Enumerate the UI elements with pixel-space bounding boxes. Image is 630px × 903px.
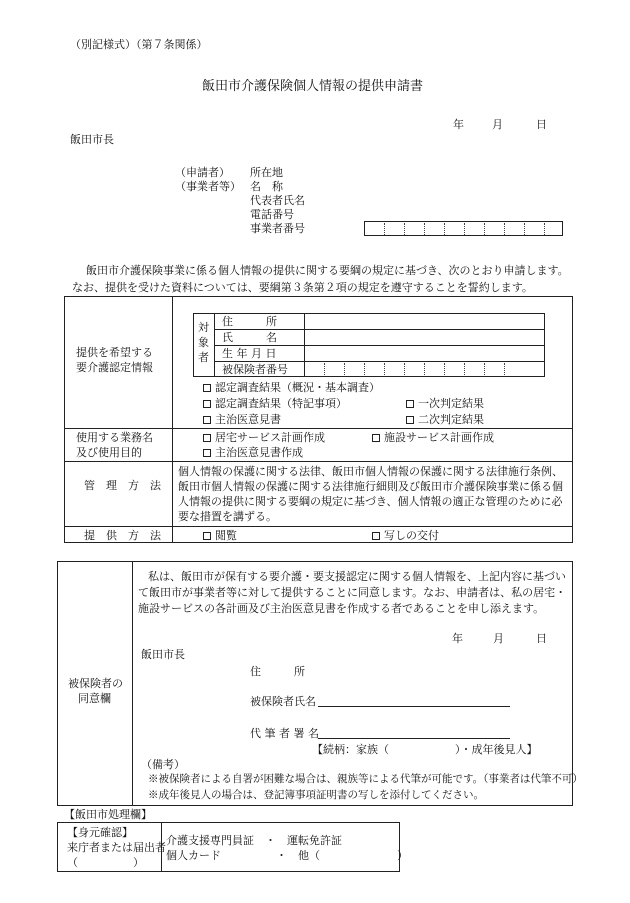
- management-line-3: 人情報の提供に関する要綱の規定に基づき、個人情報の適正な管理のために必: [178, 495, 563, 508]
- method-viewing[interactable]: 閲覧: [203, 529, 237, 542]
- consent-addressee: 飯田市長: [141, 648, 185, 661]
- purpose-label-1: 使用する業務名: [76, 431, 153, 444]
- field-phone: 電話番号: [250, 208, 294, 221]
- field-address: 所在地: [250, 166, 283, 179]
- note-2: ※成年後見人の場合は、登記簿事項証明書の写しを添付してください。: [148, 789, 484, 801]
- applicant-label: （申請者）: [175, 166, 230, 179]
- option-survey-basic[interactable]: 認定調査結果（概況・基本調査）: [203, 381, 380, 394]
- business-number-boxes[interactable]: [364, 221, 563, 236]
- subject-address-label: 住 所: [222, 315, 277, 328]
- document-title: 飯田市介護保険個人情報の提供申請書: [202, 79, 424, 94]
- note-1: ※被保険者による自署が困難な場合は、親族等による代筆が可能です。（事業者は代筆不可）: [148, 773, 583, 785]
- checkbox-icon: [372, 434, 380, 442]
- subject-label: 対象者: [198, 321, 209, 364]
- checkbox-icon: [203, 532, 211, 540]
- consent-date-month: 月: [493, 632, 504, 645]
- proxy-name-line[interactable]: [318, 738, 510, 739]
- checkbox-icon: [203, 416, 211, 424]
- id-items-line-1: 介護支援専門員証 ・ 運転免許証: [166, 834, 342, 847]
- visitor-label: 来庁者または届出者: [67, 841, 166, 854]
- subject-insured-number-label: 被保険者番号: [222, 363, 288, 376]
- form-reference: （別記様式）（第７条関係）: [70, 38, 208, 51]
- office-title: 【飯田市処理欄】: [64, 808, 152, 821]
- subject-name-label: 氏 名: [222, 331, 277, 344]
- management-line-2: 飯田市個人情報の保護に関する法律施行細則及び飯田市介護保険事業に係る個: [178, 480, 563, 493]
- consent-date-year: 年: [452, 632, 463, 645]
- purpose-label-2: 及び使用目的: [76, 446, 142, 459]
- management-line-1: 個人情報の保護に関する法律、飯田市個人情報の保護に関する法律施行条例、: [178, 465, 563, 478]
- option-doctor-opinion[interactable]: 主治医意見書: [203, 413, 281, 426]
- option-primary-judgment[interactable]: 一次判定結果: [406, 397, 484, 410]
- addressee: 飯田市長: [70, 133, 114, 146]
- option-survey-notes[interactable]: 認定調査結果（特記事項）: [203, 397, 347, 410]
- checkbox-icon: [372, 532, 380, 540]
- checkbox-icon: [203, 449, 211, 457]
- requested-info-label-2: 要介護認定情報: [76, 361, 153, 374]
- consent-label-2: 同意欄: [78, 692, 111, 705]
- insured-name-line[interactable]: [318, 706, 510, 707]
- date-month: 月: [492, 118, 503, 131]
- purpose-doctor-opinion[interactable]: 主治医意見書作成: [203, 446, 303, 459]
- insured-name-label: 被保険者氏名: [250, 695, 316, 708]
- method-label: 提 供 方 法: [84, 529, 161, 542]
- checkbox-icon: [203, 400, 211, 408]
- method-copy[interactable]: 写しの交付: [372, 529, 439, 542]
- purpose-facility-care-plan[interactable]: 施設サービス計画作成: [372, 431, 494, 444]
- intro-line-2: なお、提供を受けた資料については、要綱第３条第２項の規定を遵守することを誓約します。: [72, 281, 533, 294]
- relation-field: 【続柄：家族（ ）・成年後見人】: [312, 743, 538, 756]
- purpose-home-care-plan[interactable]: 居宅サービス計画作成: [203, 431, 325, 444]
- identity-title: 【身元確認】: [67, 826, 133, 839]
- consent-text-3: 施設サービスの各計画及び主治医意見書を作成する者であることを申し添えます。: [138, 602, 545, 615]
- consent-label-1: 被保険者の: [68, 677, 123, 690]
- id-items-line-2: 個人カード ・ 他（ ）: [166, 849, 408, 862]
- management-label: 管 理 方 法: [84, 479, 161, 492]
- checkbox-icon: [203, 434, 211, 442]
- intro-line-1: 飯田市介護保険事業に係る個人情報の提供に関する要綱の規定に基づき、次のとおり申請します。: [86, 264, 569, 277]
- notes-title: （備考）: [141, 758, 185, 771]
- date-year: 年: [453, 118, 464, 131]
- consent-text-1: 私は、飯田市が保有する要介護・要支援認定に関する個人情報を、上記内容に基づい: [148, 570, 566, 583]
- requested-info-label-1: 提供を希望する: [76, 346, 153, 359]
- proxy-label: 代 筆 者 署 名: [250, 727, 319, 740]
- option-secondary-judgment[interactable]: 二次判定結果: [406, 413, 484, 426]
- field-representative: 代表者氏名: [250, 194, 305, 207]
- consent-text-2: て飯田市が事業者等に対して提供することに同意します。なお、申請者は、私の居宅・: [138, 586, 567, 599]
- field-business-number: 事業者番号: [250, 222, 305, 235]
- date-day: 日: [536, 118, 547, 131]
- subject-birthdate-label: 生 年 月 日: [222, 347, 277, 360]
- visitor-paren: （ ）: [67, 856, 144, 869]
- checkbox-icon: [406, 400, 414, 408]
- consent-address-label: 住 所: [250, 665, 305, 678]
- business-label: （事業者等）: [175, 180, 241, 193]
- checkbox-icon: [203, 384, 211, 392]
- field-name: 名 称: [250, 180, 283, 193]
- management-line-4: 要な措置を講ずる。: [178, 510, 277, 523]
- checkbox-icon: [406, 416, 414, 424]
- consent-date-day: 日: [536, 632, 547, 645]
